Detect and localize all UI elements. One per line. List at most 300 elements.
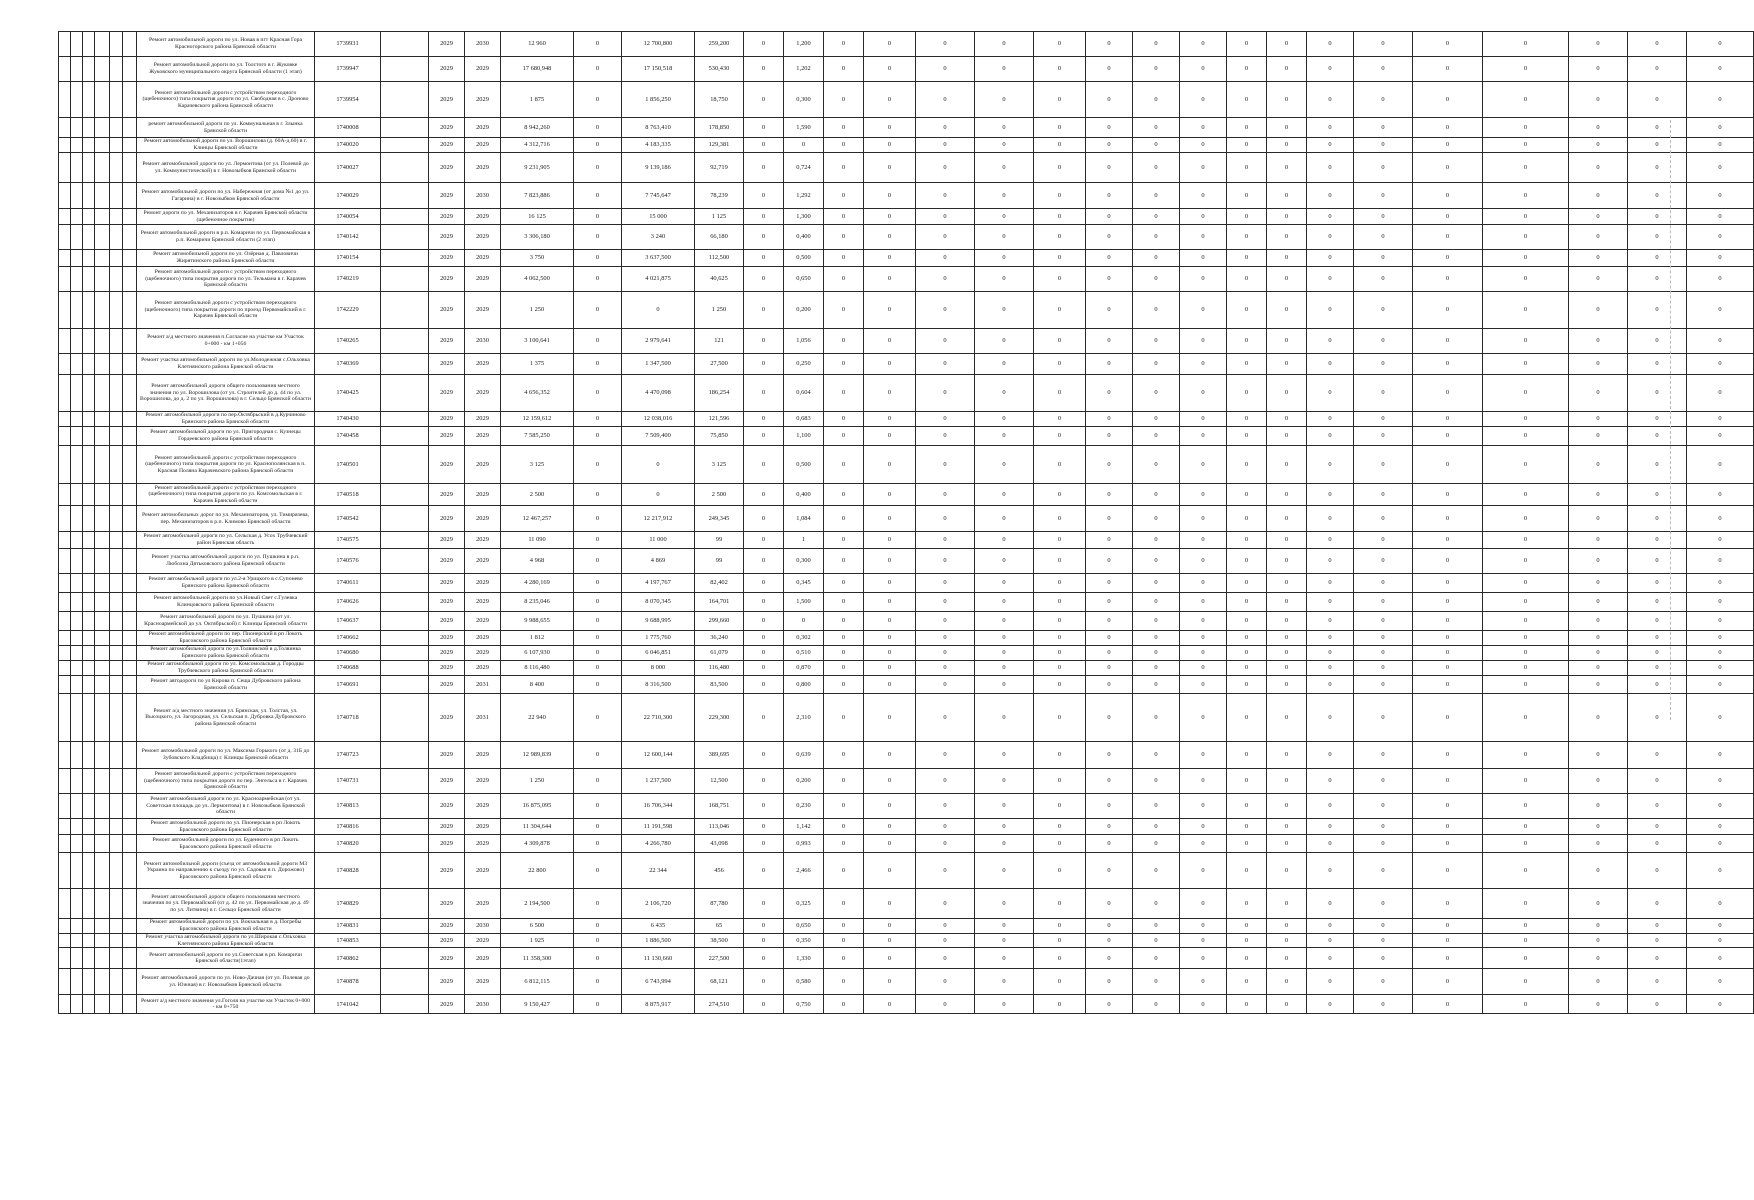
cell-end: 2029 <box>465 661 501 676</box>
cell-c2: 4 869 <box>622 549 695 574</box>
value-cell: 0 <box>864 694 916 742</box>
index-cell <box>110 412 123 427</box>
value-cell: 0 <box>1307 354 1354 375</box>
index-cell <box>83 183 95 209</box>
cell-end: 2029 <box>465 835 501 853</box>
value-cell: 0 <box>1483 183 1569 209</box>
value-cell: 0 <box>1483 354 1569 375</box>
cell-c3: 40,625 <box>695 267 744 292</box>
cell-len: 0,325 <box>784 889 824 919</box>
cell-c3: 389,695 <box>695 742 744 769</box>
index-cell <box>71 532 83 549</box>
value-cell: 0 <box>1354 742 1413 769</box>
cell-end: 2030 <box>465 32 501 57</box>
cell-c4: 0 <box>744 676 784 694</box>
value-cell: 0 <box>824 676 864 694</box>
value-cell: 0 <box>1034 354 1086 375</box>
empty-cell <box>381 138 429 153</box>
object-name-cell: Ремонт автомобильной дороги по ул. Толстого в г. Жуковке Жуковского муниципального округа Брянской области (1 этап) <box>137 57 315 82</box>
value-cell: 0 <box>1483 375 1569 412</box>
value-cell: 0 <box>1569 694 1628 742</box>
index-cell <box>71 446 83 484</box>
cell-start: 2029 <box>429 934 465 948</box>
value-cell: 0 <box>1133 934 1180 948</box>
index-cell <box>59 889 71 919</box>
index-cell <box>59 329 71 354</box>
value-cell: 0 <box>1413 612 1483 631</box>
value-cell: 0 <box>975 853 1034 889</box>
empty-cell <box>381 934 429 948</box>
value-cell: 0 <box>1133 889 1180 919</box>
table-row <box>59 889 1754 919</box>
value-cell: 0 <box>1628 32 1687 57</box>
value-cell: 0 <box>1133 995 1180 1014</box>
empty-cell <box>381 412 429 427</box>
index-cell <box>59 969 71 995</box>
value-cell: 0 <box>1086 329 1133 354</box>
value-cell: 0 <box>1227 742 1267 769</box>
cell-c1: 0 <box>574 82 622 118</box>
index-cell <box>123 676 137 694</box>
object-name-cell: Ремонт автомобильных дорог по ул. Механизаторов, ул. Тимирязева, пер. Механизаторов в р.п. Климово Брянской области <box>137 506 315 532</box>
value-cell: 0 <box>975 794 1034 819</box>
value-cell: 0 <box>1227 532 1267 549</box>
value-cell: 0 <box>824 646 864 661</box>
value-cell: 0 <box>1354 661 1413 676</box>
index-cell <box>95 532 110 549</box>
value-cell: 0 <box>1086 267 1133 292</box>
cell-code: 1740813 <box>315 794 381 819</box>
value-cell: 0 <box>1133 329 1180 354</box>
cell-start: 2029 <box>429 209 465 225</box>
value-cell: 0 <box>1483 329 1569 354</box>
value-cell: 0 <box>1628 484 1687 506</box>
cell-total: 1 812 <box>501 631 574 646</box>
value-cell: 0 <box>1413 853 1483 889</box>
cell-code: 1740029 <box>315 183 381 209</box>
value-cell: 0 <box>1034 835 1086 853</box>
cell-code: 1740862 <box>315 948 381 969</box>
value-cell: 0 <box>1569 354 1628 375</box>
value-cell: 0 <box>1267 138 1307 153</box>
index-cell <box>83 794 95 819</box>
value-cell: 0 <box>916 412 975 427</box>
cell-code: 1740662 <box>315 631 381 646</box>
cell-code: 1740142 <box>315 225 381 250</box>
value-cell: 0 <box>1267 209 1307 225</box>
index-cell <box>95 484 110 506</box>
cell-c4: 0 <box>744 250 784 267</box>
cell-c2: 0 <box>622 292 695 329</box>
cell-len: 0 <box>784 138 824 153</box>
index-cell <box>59 853 71 889</box>
value-cell: 0 <box>1227 646 1267 661</box>
index-cell <box>95 153 110 183</box>
index-cell <box>95 427 110 446</box>
cell-c1: 0 <box>574 427 622 446</box>
cell-end: 2029 <box>465 574 501 593</box>
value-cell: 0 <box>1180 676 1227 694</box>
cell-end: 2029 <box>465 354 501 375</box>
value-cell: 0 <box>1413 995 1483 1014</box>
value-cell: 0 <box>1687 183 1754 209</box>
value-cell: 0 <box>1628 375 1687 412</box>
cell-c2: 2 106,720 <box>622 889 695 919</box>
value-cell: 0 <box>1413 138 1483 153</box>
value-cell: 0 <box>1413 225 1483 250</box>
value-cell: 0 <box>1687 532 1754 549</box>
index-cell <box>83 835 95 853</box>
index-cell <box>123 549 137 574</box>
cell-c1: 0 <box>574 919 622 934</box>
value-cell: 0 <box>1483 32 1569 57</box>
index-cell <box>59 267 71 292</box>
index-cell <box>83 250 95 267</box>
index-cell <box>123 969 137 995</box>
value-cell: 0 <box>975 446 1034 484</box>
value-cell: 0 <box>1307 661 1354 676</box>
value-cell: 0 <box>864 484 916 506</box>
value-cell: 0 <box>916 853 975 889</box>
cell-c2: 3 637,500 <box>622 250 695 267</box>
value-cell: 0 <box>1227 631 1267 646</box>
value-cell: 0 <box>1086 593 1133 612</box>
value-cell: 0 <box>1180 612 1227 631</box>
cell-code: 1741042 <box>315 995 381 1014</box>
cell-c1: 0 <box>574 412 622 427</box>
index-cell <box>110 32 123 57</box>
value-cell: 0 <box>864 375 916 412</box>
value-cell: 0 <box>1086 646 1133 661</box>
value-cell: 0 <box>824 446 864 484</box>
value-cell: 0 <box>975 676 1034 694</box>
index-cell <box>83 549 95 574</box>
cell-code: 1740680 <box>315 646 381 661</box>
value-cell: 0 <box>1483 412 1569 427</box>
cell-c3: 121,596 <box>695 412 744 427</box>
value-cell: 0 <box>1687 267 1754 292</box>
cell-code: 1740542 <box>315 506 381 532</box>
cell-total: 1 250 <box>501 769 574 794</box>
value-cell: 0 <box>1267 292 1307 329</box>
value-cell: 0 <box>1133 267 1180 292</box>
cell-c2: 6 435 <box>622 919 695 934</box>
cell-c3: 186,254 <box>695 375 744 412</box>
cell-start: 2029 <box>429 506 465 532</box>
empty-cell <box>381 769 429 794</box>
value-cell: 0 <box>916 612 975 631</box>
value-cell: 0 <box>1413 354 1483 375</box>
index-cell <box>59 412 71 427</box>
object-name-cell: Ремонт автомобильной дороги общего пользования местного значения по ул. Ворошилова (от ул. Строителей до д. 44 по ул. Ворошилова, до д. 2 по ул. Ворошилова) в г. Сельцо Брянской области <box>137 375 315 412</box>
value-cell: 0 <box>1569 209 1628 225</box>
cell-c1: 0 <box>574 948 622 969</box>
value-cell: 0 <box>1569 183 1628 209</box>
cell-len: 0,870 <box>784 661 824 676</box>
value-cell: 0 <box>1687 694 1754 742</box>
value-cell: 0 <box>1227 484 1267 506</box>
index-cell <box>110 819 123 835</box>
cell-c3: 456 <box>695 853 744 889</box>
cell-c1: 0 <box>574 32 622 57</box>
value-cell: 0 <box>1687 631 1754 646</box>
value-cell: 0 <box>1569 225 1628 250</box>
index-cell <box>71 631 83 646</box>
value-cell: 0 <box>1354 412 1413 427</box>
empty-cell <box>381 57 429 82</box>
index-cell <box>123 375 137 412</box>
value-cell: 0 <box>824 694 864 742</box>
cell-c2: 8 000 <box>622 661 695 676</box>
cell-c1: 0 <box>574 794 622 819</box>
index-cell <box>83 427 95 446</box>
value-cell: 0 <box>1227 612 1267 631</box>
cell-c1: 0 <box>574 532 622 549</box>
value-cell: 0 <box>1180 506 1227 532</box>
index-cell <box>71 694 83 742</box>
cell-c3: 1 250 <box>695 292 744 329</box>
value-cell: 0 <box>916 354 975 375</box>
value-cell: 0 <box>1354 794 1413 819</box>
cell-code: 1740425 <box>315 375 381 412</box>
index-cell <box>95 835 110 853</box>
empty-cell <box>381 209 429 225</box>
value-cell: 0 <box>1133 250 1180 267</box>
index-cell <box>95 574 110 593</box>
cell-c1: 0 <box>574 118 622 138</box>
value-cell: 0 <box>1086 819 1133 835</box>
cell-c1: 0 <box>574 329 622 354</box>
value-cell: 0 <box>1180 209 1227 225</box>
cell-start: 2029 <box>429 446 465 484</box>
index-cell <box>95 412 110 427</box>
value-cell: 0 <box>1034 742 1086 769</box>
value-cell: 0 <box>1227 412 1267 427</box>
value-cell: 0 <box>1569 769 1628 794</box>
value-cell: 0 <box>1227 225 1267 250</box>
value-cell: 0 <box>1133 375 1180 412</box>
table-row <box>59 532 1754 549</box>
index-cell <box>71 969 83 995</box>
cell-c3: 227,500 <box>695 948 744 969</box>
cell-c1: 0 <box>574 661 622 676</box>
value-cell: 0 <box>1354 484 1413 506</box>
value-cell: 0 <box>1227 138 1267 153</box>
cell-c4: 0 <box>744 32 784 57</box>
value-cell: 0 <box>1569 506 1628 532</box>
value-cell: 0 <box>1483 267 1569 292</box>
value-cell: 0 <box>1267 446 1307 484</box>
cell-total: 17 680,948 <box>501 57 574 82</box>
cell-c1: 0 <box>574 835 622 853</box>
table-row <box>59 835 1754 853</box>
index-cell <box>71 57 83 82</box>
value-cell: 0 <box>864 919 916 934</box>
empty-cell <box>381 549 429 574</box>
index-cell <box>95 354 110 375</box>
value-cell: 0 <box>1687 742 1754 769</box>
index-cell <box>59 769 71 794</box>
value-cell: 0 <box>1413 32 1483 57</box>
value-cell: 0 <box>1483 446 1569 484</box>
index-cell <box>83 819 95 835</box>
value-cell: 0 <box>916 532 975 549</box>
index-cell <box>83 225 95 250</box>
index-cell <box>123 532 137 549</box>
value-cell: 0 <box>1267 329 1307 354</box>
cell-c2: 22 710,300 <box>622 694 695 742</box>
cell-len: 2,310 <box>784 694 824 742</box>
value-cell: 0 <box>1354 612 1413 631</box>
object-name-cell: Ремонт автомобильной дороги по ул. Максима Горького (от д. 31Б до Зубовского Кладбища) г. Клинцы Брянской области <box>137 742 315 769</box>
index-cell <box>59 354 71 375</box>
value-cell: 0 <box>916 948 975 969</box>
value-cell: 0 <box>1628 919 1687 934</box>
value-cell: 0 <box>975 889 1034 919</box>
value-cell: 0 <box>1227 292 1267 329</box>
index-cell <box>59 646 71 661</box>
value-cell: 0 <box>1267 118 1307 138</box>
cell-len: 0,639 <box>784 742 824 769</box>
value-cell: 0 <box>1354 532 1413 549</box>
value-cell: 0 <box>1034 427 1086 446</box>
value-cell: 0 <box>824 292 864 329</box>
cell-start: 2029 <box>429 484 465 506</box>
index-cell <box>95 225 110 250</box>
cell-code: 1740265 <box>315 329 381 354</box>
cell-code: 1740878 <box>315 969 381 995</box>
value-cell: 0 <box>975 934 1034 948</box>
value-cell: 0 <box>916 676 975 694</box>
value-cell: 0 <box>1354 354 1413 375</box>
cell-c2: 9 688,995 <box>622 612 695 631</box>
value-cell: 0 <box>1180 118 1227 138</box>
cell-c2: 22 344 <box>622 853 695 889</box>
value-cell: 0 <box>1180 354 1227 375</box>
value-cell: 0 <box>824 354 864 375</box>
cell-len: 1,200 <box>784 32 824 57</box>
index-cell <box>95 661 110 676</box>
value-cell: 0 <box>1569 549 1628 574</box>
value-cell: 0 <box>1086 612 1133 631</box>
value-cell: 0 <box>1307 484 1354 506</box>
value-cell: 0 <box>864 153 916 183</box>
value-cell: 0 <box>1034 267 1086 292</box>
cell-c2: 15 000 <box>622 209 695 225</box>
index-cell <box>59 118 71 138</box>
value-cell: 0 <box>1034 995 1086 1014</box>
table-row <box>59 138 1754 153</box>
value-cell: 0 <box>1483 646 1569 661</box>
value-cell: 0 <box>1086 769 1133 794</box>
index-cell <box>95 969 110 995</box>
index-cell <box>110 532 123 549</box>
index-cell <box>59 948 71 969</box>
value-cell: 0 <box>1307 225 1354 250</box>
value-cell: 0 <box>1628 250 1687 267</box>
cell-start: 2029 <box>429 593 465 612</box>
cell-end: 2029 <box>465 934 501 948</box>
cell-c4: 0 <box>744 427 784 446</box>
value-cell: 0 <box>975 138 1034 153</box>
value-cell: 0 <box>1354 889 1413 919</box>
value-cell: 0 <box>1133 32 1180 57</box>
index-cell <box>95 612 110 631</box>
cell-start: 2029 <box>429 82 465 118</box>
cell-code: 1740829 <box>315 889 381 919</box>
value-cell: 0 <box>1267 742 1307 769</box>
value-cell: 0 <box>1413 329 1483 354</box>
value-cell: 0 <box>1307 118 1354 138</box>
cell-len: 1 <box>784 532 824 549</box>
index-cell <box>123 631 137 646</box>
index-cell <box>95 889 110 919</box>
cell-len: 0,724 <box>784 153 824 183</box>
object-name-cell: Ремонт дороги по ул. Механизаторов в г. Карачев Брянской области (щебеночное покрытие) <box>137 209 315 225</box>
value-cell: 0 <box>1034 484 1086 506</box>
index-cell <box>123 593 137 612</box>
cell-total: 3 100,641 <box>501 329 574 354</box>
index-cell <box>110 118 123 138</box>
value-cell: 0 <box>916 819 975 835</box>
empty-cell <box>381 267 429 292</box>
cell-c3: 66,180 <box>695 225 744 250</box>
index-cell <box>71 412 83 427</box>
cell-start: 2029 <box>429 742 465 769</box>
value-cell: 0 <box>1569 375 1628 412</box>
value-cell: 0 <box>864 593 916 612</box>
value-cell: 0 <box>1413 742 1483 769</box>
value-cell: 0 <box>1307 631 1354 646</box>
value-cell: 0 <box>1180 769 1227 794</box>
value-cell: 0 <box>975 118 1034 138</box>
table-row <box>59 82 1754 118</box>
value-cell: 0 <box>1180 446 1227 484</box>
value-cell: 0 <box>1267 183 1307 209</box>
index-cell <box>83 412 95 427</box>
value-cell: 0 <box>1307 794 1354 819</box>
index-cell <box>71 183 83 209</box>
cell-c2: 7 745,647 <box>622 183 695 209</box>
value-cell: 0 <box>1354 549 1413 574</box>
object-name-cell: Ремонт автомобильной дороги по пер. Пионерский в рп Локоть Брасовского района Брянской области <box>137 631 315 646</box>
empty-cell <box>381 676 429 694</box>
value-cell: 0 <box>1133 631 1180 646</box>
index-cell <box>95 118 110 138</box>
table-row <box>59 153 1754 183</box>
empty-cell <box>381 889 429 919</box>
value-cell: 0 <box>1687 853 1754 889</box>
value-cell: 0 <box>1354 676 1413 694</box>
cell-len: 0,200 <box>784 769 824 794</box>
value-cell: 0 <box>1180 948 1227 969</box>
value-cell: 0 <box>1133 919 1180 934</box>
value-cell: 0 <box>1227 593 1267 612</box>
value-cell: 0 <box>1086 532 1133 549</box>
value-cell: 0 <box>1354 329 1413 354</box>
value-cell: 0 <box>916 593 975 612</box>
value-cell: 0 <box>1354 209 1413 225</box>
value-cell: 0 <box>1307 292 1354 329</box>
value-cell: 0 <box>1483 919 1569 934</box>
value-cell: 0 <box>1354 153 1413 183</box>
index-cell <box>59 292 71 329</box>
object-name-cell: Ремонт автомобильной дороги по ул. Сельская д. Усох Трубчевский район Брянская область <box>137 532 315 549</box>
value-cell: 0 <box>1569 742 1628 769</box>
value-cell: 0 <box>1086 995 1133 1014</box>
cell-total: 16 125 <box>501 209 574 225</box>
value-cell: 0 <box>1180 292 1227 329</box>
